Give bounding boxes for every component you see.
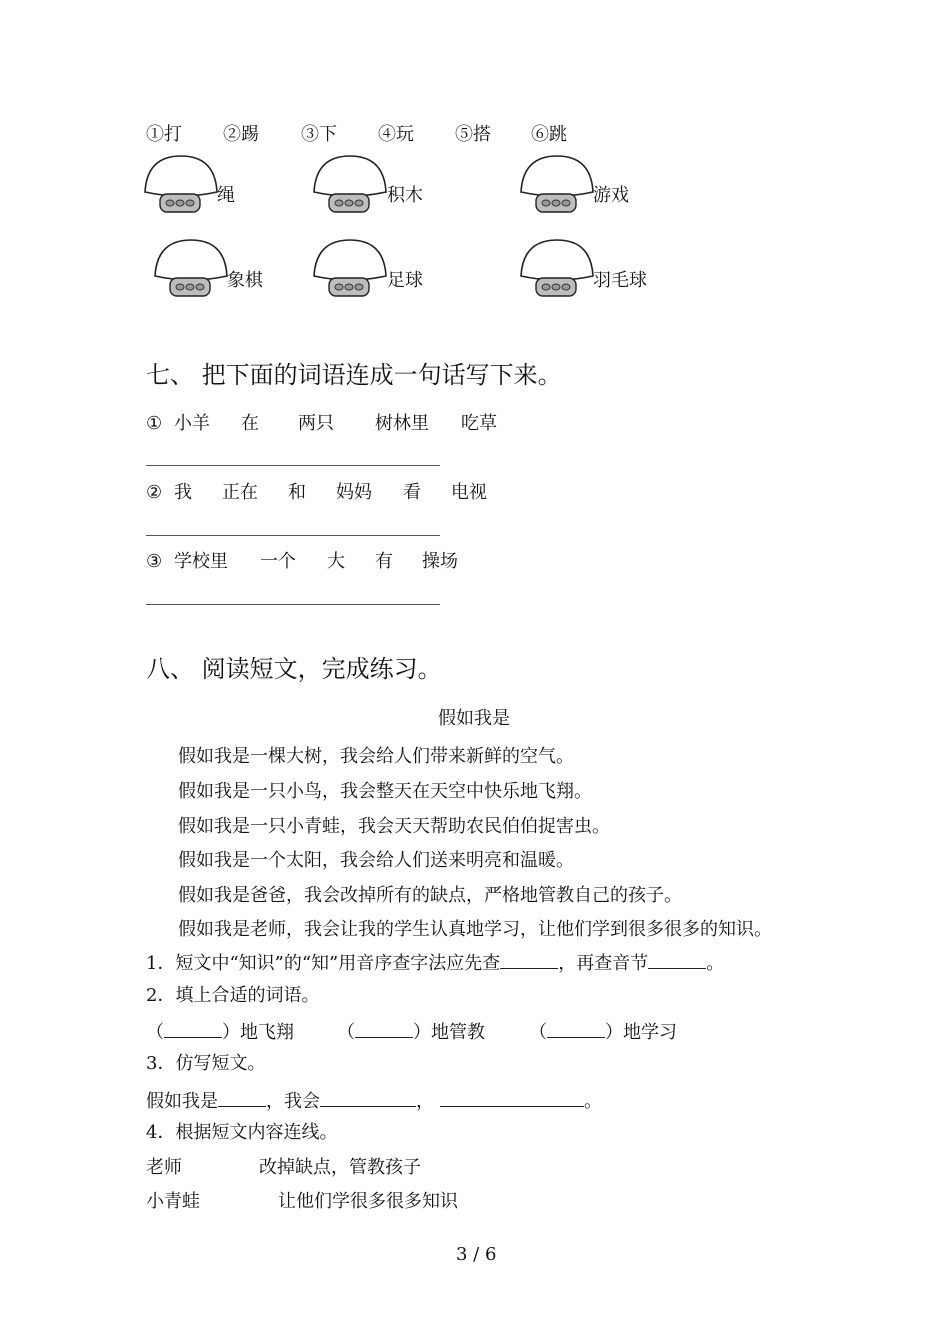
answer-line-1[interactable]: [146, 465, 440, 466]
q2-blank-1[interactable]: [164, 1019, 222, 1038]
word: 妈妈: [336, 482, 372, 503]
q1-blank-letter[interactable]: [500, 950, 558, 969]
q2-suffix-1: ）地飞翔: [222, 1022, 294, 1043]
word: 一个: [260, 551, 296, 572]
blank-word-1: 绳: [217, 185, 235, 206]
blank-word-4: 象棋: [227, 270, 263, 291]
option-4: ④玩: [378, 124, 414, 145]
item-2-number: ②: [146, 482, 163, 503]
question-1-text-a: 1．短文中“知识”的“知”用音序查字法应先查: [146, 953, 501, 974]
answer-line-3[interactable]: [146, 604, 440, 605]
match-right-1[interactable]: 改掉缺点，管教孩子: [259, 1157, 421, 1178]
q2-blank-2[interactable]: [355, 1019, 413, 1038]
word: 和: [288, 482, 306, 503]
word: 我: [174, 482, 192, 503]
blank-word-6: 羽毛球: [593, 270, 647, 291]
word: 大: [327, 551, 345, 572]
word: 吃草: [461, 413, 497, 434]
q3-blank-2[interactable]: [320, 1088, 416, 1107]
question-1-text-c: 。: [706, 953, 725, 974]
passage-paragraph: 假如我是一棵大树，我会给人们带来新鲜的空气。: [178, 746, 574, 767]
answer-line-2[interactable]: [146, 535, 440, 536]
question-1-text-b: ，再查音节: [558, 953, 649, 974]
match-left-1[interactable]: 老师: [146, 1157, 182, 1178]
paren-open: （: [529, 1022, 547, 1043]
mushroom-icon: [143, 154, 219, 214]
word: 小羊: [174, 413, 210, 434]
option-5: ⑤搭: [455, 124, 491, 145]
q3-blank-1[interactable]: [218, 1088, 266, 1107]
mushroom-icon: [312, 154, 388, 214]
mushroom-icon: [153, 238, 229, 298]
option-3: ③下: [301, 124, 337, 145]
item-3-number: ③: [146, 551, 163, 572]
blank-word-5: 足球: [387, 270, 423, 291]
q2-item-2: [337, 1019, 485, 1044]
passage-paragraph: 假如我是爸爸，我会改掉所有的缺点，严格地管教自己的孩子。: [178, 885, 682, 906]
passage-paragraph: 假如我是老师，我会让我的学生认真地学习，让他们学到很多很多的知识。: [178, 919, 772, 940]
word: 学校里: [174, 551, 228, 572]
word: 两只: [298, 413, 334, 434]
mushroom-icon: [519, 238, 595, 298]
passage-paragraph: 假如我是一只小鸟，我会整天在天空中快乐地飞翔。: [178, 781, 592, 802]
question-4-label: 4．根据短文内容连线。: [146, 1122, 338, 1143]
q2-item-1: [146, 1019, 294, 1044]
option-2: ②踢: [223, 124, 259, 145]
item-1-number: ①: [146, 413, 163, 434]
q3-text-d: 。: [584, 1091, 602, 1112]
section-8-title: 八、 阅读短文，完成练习。: [146, 655, 442, 683]
mushroom-icon: [519, 154, 595, 214]
question-2-label: 2．填上合适的词语。: [146, 985, 320, 1006]
paren-open: （: [337, 1022, 355, 1043]
option-6: ⑥跳: [531, 124, 567, 145]
word: 在: [241, 413, 259, 434]
page-number: 3 / 6: [456, 1244, 497, 1265]
q1-blank-syllable[interactable]: [648, 950, 706, 969]
passage-paragraph: 假如我是一只小青蛙，我会天天帮助农民伯伯捉害虫。: [178, 816, 610, 837]
word: 看: [403, 482, 421, 503]
mushroom-icon: [312, 238, 388, 298]
option-1: ①打: [146, 124, 182, 145]
word: 正在: [222, 482, 258, 503]
word: 电视: [451, 482, 487, 503]
q3-blank-3[interactable]: [440, 1088, 584, 1107]
blank-word-2: 积木: [387, 185, 423, 206]
blank-word-3: 游戏: [593, 185, 629, 206]
word: 操场: [422, 551, 458, 572]
section-7-title: 七、 把下面的词语连成一句话写下来。: [146, 361, 562, 389]
q2-suffix-2: ）地管教: [413, 1022, 485, 1043]
match-left-2[interactable]: 小青蛙: [146, 1191, 200, 1212]
passage-paragraph: 假如我是一个太阳，我会给人们送来明亮和温暖。: [178, 850, 574, 871]
q3-text-c: ，: [416, 1091, 434, 1112]
paren-open: （: [146, 1022, 164, 1043]
question-3-label: 3．仿写短文。: [146, 1053, 266, 1074]
q2-item-3: [529, 1019, 677, 1044]
q2-suffix-3: ）地学习: [605, 1022, 677, 1043]
question-1: [146, 950, 724, 975]
q3-text-b: ，我会: [266, 1091, 320, 1112]
question-3-line: [146, 1088, 602, 1113]
match-right-2[interactable]: 让他们学很多很多知识: [278, 1191, 458, 1212]
word: 树林里: [375, 413, 429, 434]
q3-text-a: 假如我是: [146, 1091, 218, 1112]
word: 有: [375, 551, 393, 572]
q2-blank-3[interactable]: [547, 1019, 605, 1038]
passage-title: 假如我是: [438, 708, 510, 729]
